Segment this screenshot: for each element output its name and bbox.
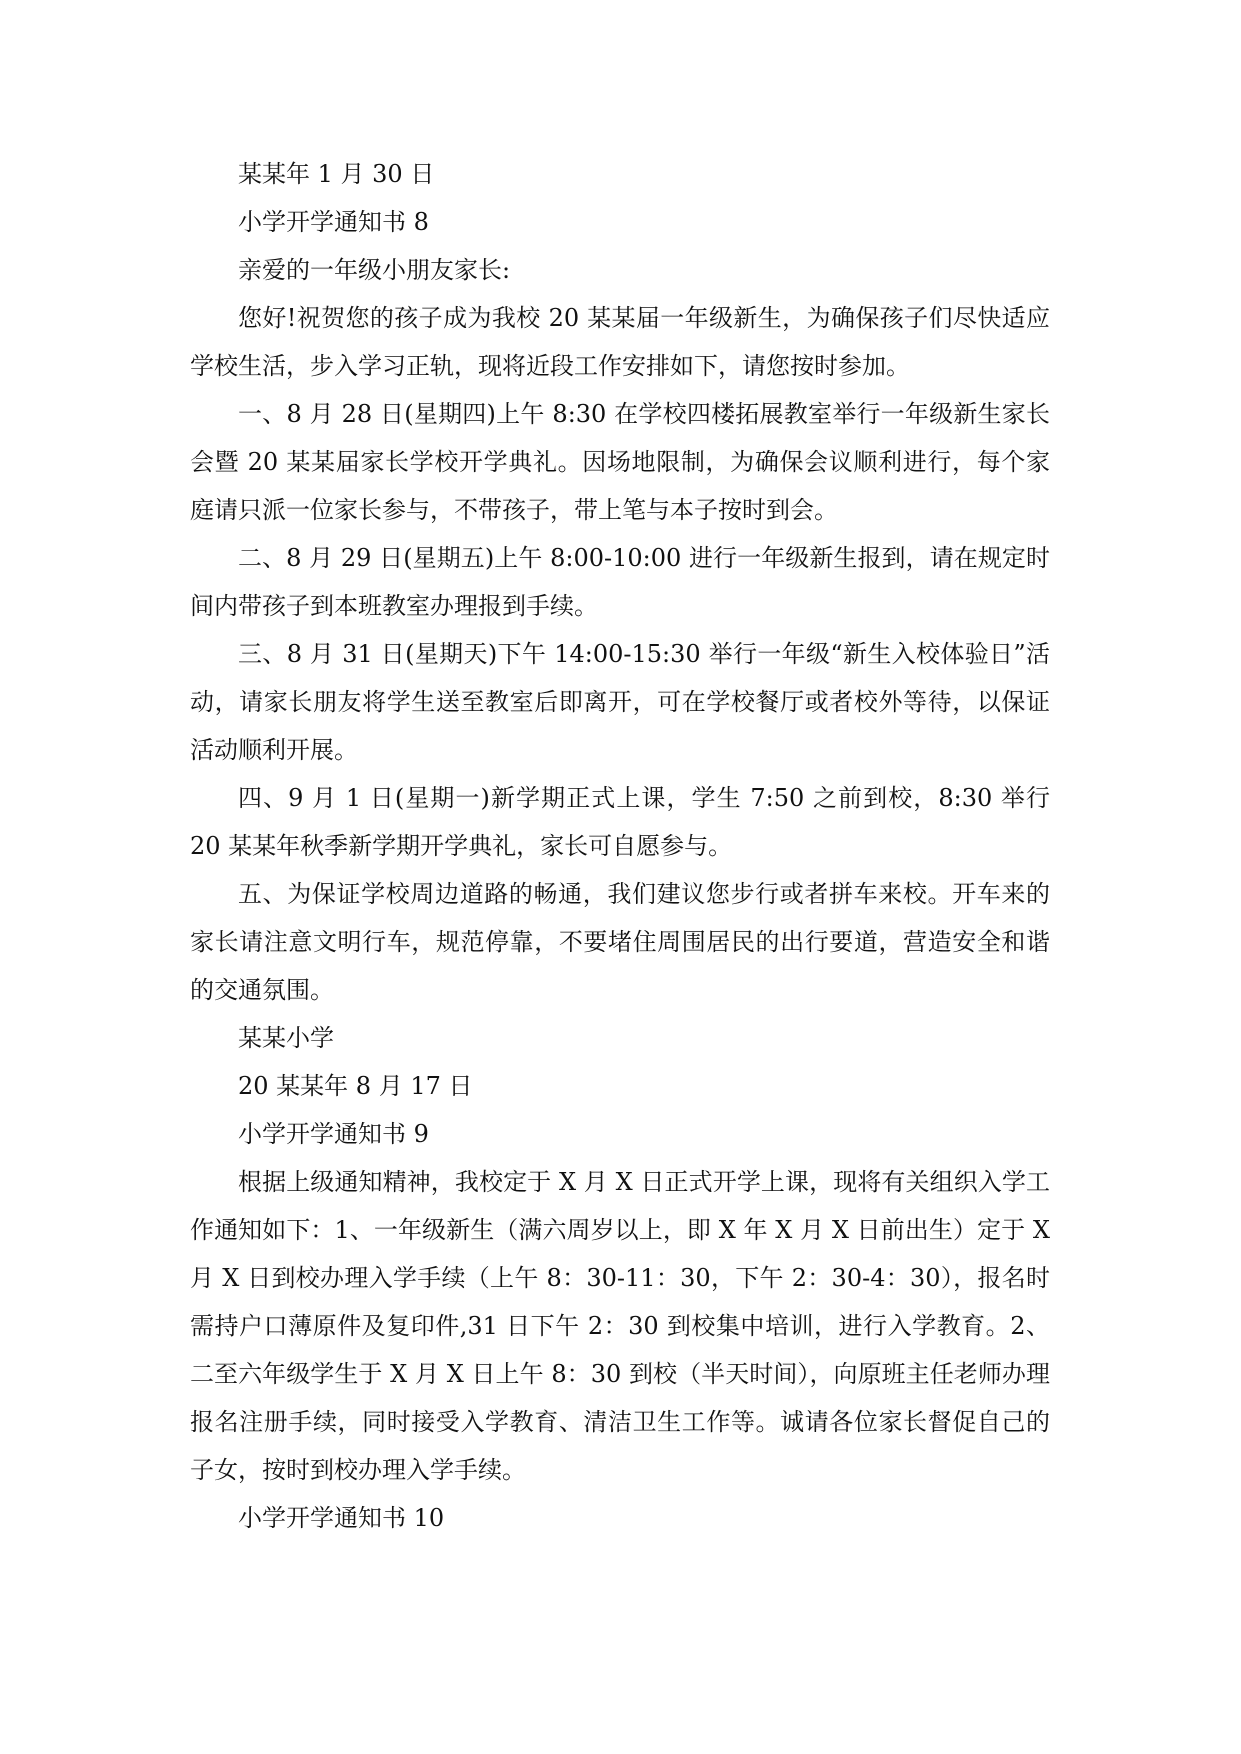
document-body <box>190 150 1050 1542</box>
section-title-9: 小学开学通知书 9 <box>238 1120 429 1148</box>
paragraph-item-4: 四、9 月 1 日(星期一)新学期正式上课，学生 7:50 之前到校，8:30 举行 20 某某年秋季新学期开学典礼，家长可自愿参与。 <box>190 784 1050 860</box>
date-line-previous: 某某年 1 月 30 日 <box>238 160 435 188</box>
signature-date: 20 某某年 8 月 17 日 <box>238 1072 473 1100</box>
paragraph-notice-9: 根据上级通知精神，我校定于 X 月 X 日正式开学上课，现将有关组织入学工作通知如下：1、一年级新生（满六周岁以上，即 X 年 X 月 X 日前出生）定于 X 月 X 日到校办理入学手续（上午 8：30-11：30，下午 2：30-4：30），报名时需持户口薄原件及复印件,31 日下午 2：30 到校集中培训，进行入学教育。2、二至六年级学生于 X 月 X 日上午 8：30 到校（半天时间），向原班主任老师办理报名注册手续，同时接受入学教育、清洁卫生工作等。诚请各位家长督促自己的子女，按时到校办理入学手续。 <box>190 1168 1050 1484</box>
paragraph-item-2: 二、8 月 29 日(星期五)上午 8:00-10:00 进行一年级新生报到，请在规定时间内带孩子到本班教室办理报到手续。 <box>190 544 1050 620</box>
section-title-8: 小学开学通知书 8 <box>238 208 429 236</box>
salutation: 亲爱的一年级小朋友家长: <box>238 256 511 284</box>
signature-school: 某某小学 <box>238 1024 334 1052</box>
paragraph-item-1: 一、8 月 28 日(星期四)上午 8:30 在学校四楼拓展教室举行一年级新生家长会暨 20 某某届家长学校开学典礼。因场地限制，为确保会议顺利进行，每个家庭请只派一位家长参与，不带孩子，带上笔与本子按时到会。 <box>190 400 1050 524</box>
section-title-10: 小学开学通知书 10 <box>238 1504 445 1532</box>
paragraph-item-5: 五、为保证学校周边道路的畅通，我们建议您步行或者拼车来校。开车来的家长请注意文明行车，规范停靠，不要堵住周围居民的出行要道，营造安全和谐的交通氛围。 <box>190 880 1050 1004</box>
paragraph-item-3: 三、8 月 31 日(星期天)下午 14:00-15:30 举行一年级“新生入校体验日”活动，请家长朋友将学生送至教室后即离开，可在学校餐厅或者校外等待，以保证活动顺利开展。 <box>190 640 1050 764</box>
paragraph-greeting: 您好!祝贺您的孩子成为我校 20 某某届一年级新生，为确保孩子们尽快适应学校生活，步入学习正轨，现将近段工作安排如下，请您按时参加。 <box>190 304 1050 380</box>
